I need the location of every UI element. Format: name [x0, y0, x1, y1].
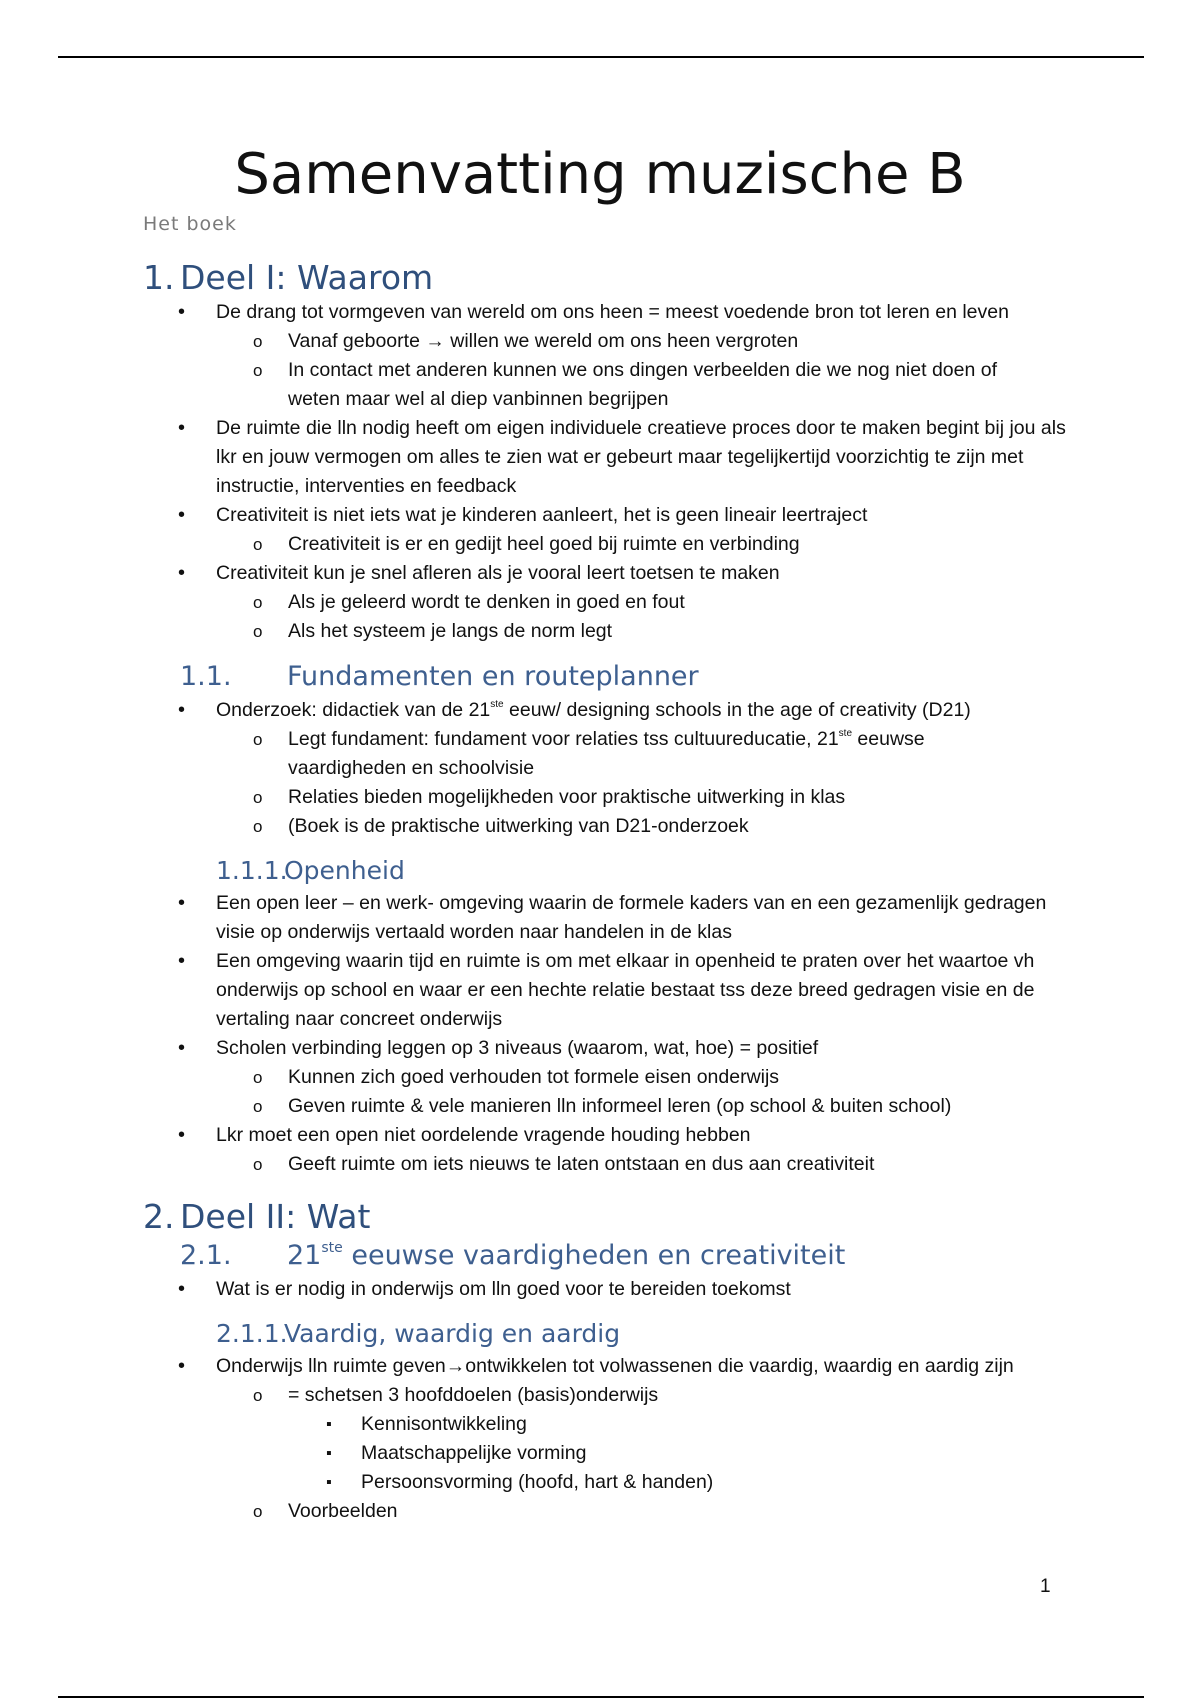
list-item-text: Persoonsvorming (hoofd, hart & handen) [361, 1471, 714, 1493]
list-item [0, 1439, 1200, 1468]
list-item-text: Vanaf geboorte → willen we wereld om ons heen vergroten [288, 330, 799, 352]
heading-2-1-1 [0, 1316, 1200, 1352]
list-item-text: Geeft ruimte om iets nieuws te laten ontstaan en dus aan creativiteit [288, 1153, 875, 1175]
list-item [0, 889, 1200, 947]
list-item [0, 559, 1200, 588]
circle-marker: o [253, 1068, 263, 1087]
list-item [0, 947, 1200, 1034]
circle-marker: o [253, 817, 263, 836]
heading-number: 2. [143, 1197, 175, 1236]
list-item [0, 298, 1200, 327]
list-item [0, 696, 1200, 725]
list-item-text: Voorbeelden [288, 1500, 398, 1522]
circle-marker: o [253, 593, 263, 612]
list-item [0, 783, 1200, 812]
square-marker: ▪ [326, 1445, 332, 1462]
list-item [0, 1497, 1200, 1526]
list-item-text: Maatschappelijke vorming [361, 1442, 587, 1464]
list-item [0, 1092, 1200, 1121]
list-item-text: Een omgeving waarin tijd en ruimte is om met elkaar in openheid te praten over het waartoe vh onderwijs op school en waar er een hechte relatie bestaat tss deze breed gedragen visie en de vertaling naar concreet onderwijs [216, 950, 1035, 1030]
list-item [0, 588, 1200, 617]
circle-marker: o [253, 332, 263, 351]
list-item-text: (Boek is de praktische uitwerking van D21-onderzoek [288, 815, 749, 837]
heading-number: 2.1.1. [216, 1319, 288, 1348]
bullet-marker: • [178, 301, 186, 323]
heading-number: 1. [143, 258, 175, 297]
heading-number: 2.1. [180, 1240, 232, 1271]
heading-1-1 [0, 658, 1200, 696]
circle-marker: o [253, 622, 263, 641]
heading-number: 1.1.1. [216, 856, 288, 885]
heading-text: Deel II: Wat [180, 1197, 371, 1236]
heading-2-1 [0, 1237, 1200, 1275]
document-body [0, 258, 1200, 1526]
heading-text: Fundamenten en routeplanner [287, 661, 699, 692]
list-item [0, 1275, 1200, 1304]
list-item-text: Creativiteit is er en gedijt heel goed bij ruimte en verbinding [288, 533, 800, 555]
list-item [0, 356, 1200, 414]
bullet-marker: • [178, 562, 186, 584]
list-item-text: Een open leer – en werk- omgeving waarin de formele kaders van en een gezamenlijk gedragen visie op onderwijs vertaald worden naar handelen in de klas [216, 892, 1047, 943]
list-item-text: De ruimte die lln nodig heeft om eigen individuele creatieve proces door te maken begint bij jou als lkr en jouw vermogen om alles te zien wat er gebeurt maar tegelijkertijd voorzichtig te zijn met instructie, interventies en feedback [216, 417, 1066, 497]
circle-marker: o [253, 1097, 263, 1116]
footer-rule [58, 1696, 1144, 1698]
document-title: Samenvatting muzische B [234, 142, 966, 207]
list-item-text: In contact met anderen kunnen we ons dingen verbeelden die we nog niet doen of weten maar wel al diep vanbinnen begrijpen [288, 359, 998, 410]
list-item [0, 1150, 1200, 1179]
bullet-marker: • [178, 1278, 186, 1300]
bullet-marker: • [178, 1124, 186, 1146]
list-item [0, 414, 1200, 501]
document-subtitle: Het boek [143, 213, 237, 235]
heading-deel-1 [0, 258, 1200, 298]
list-item [0, 1381, 1200, 1410]
circle-marker: o [253, 730, 263, 749]
list-item [0, 530, 1200, 559]
list-item-text: Creativiteit is niet iets wat je kinderen aanleert, het is geen lineair leertraject [216, 504, 868, 526]
heading-deel-2 [0, 1197, 1200, 1237]
list-item [0, 725, 1200, 783]
circle-marker: o [253, 788, 263, 807]
list-item-text: Onderwijs lln ruimte geven→ontwikkelen tot volwassenen die vaardig, waardig en aardig zijn [216, 1355, 1014, 1377]
bullet-marker: • [178, 699, 186, 721]
list-item [0, 327, 1200, 356]
list-item-text: Als het systeem je langs de norm legt [288, 620, 613, 642]
heading-1-1-1 [0, 853, 1200, 889]
header-rule [58, 56, 1144, 58]
list-item-text: Creativiteit kun je snel afleren als je vooral leert toetsen te maken [216, 562, 780, 584]
heading-text: 21ste eeuwse vaardigheden en creativiteit [287, 1240, 846, 1271]
heading-text: Vaardig, waardig en aardig [284, 1319, 621, 1348]
list-item [0, 812, 1200, 841]
list-item-text: Scholen verbinding leggen op 3 niveaus (waarom, wat, hoe) = positief [216, 1037, 819, 1059]
circle-marker: o [253, 1386, 263, 1405]
list-item-text: Kunnen zich goed verhouden tot formele eisen onderwijs [288, 1066, 780, 1088]
list-item [0, 1034, 1200, 1063]
list-item-text: Lkr moet een open niet oordelende vragende houding hebben [216, 1124, 751, 1146]
circle-marker: o [253, 535, 263, 554]
bullet-marker: • [178, 950, 186, 972]
bullet-marker: • [178, 504, 186, 526]
heading-text: Deel I: Waarom [180, 258, 434, 297]
list-item-text: Onderzoek: didactiek van de 21ste eeuw/ designing schools in the age of creativity (D21) [216, 699, 971, 721]
list-item-text: De drang tot vormgeven van wereld om ons heen = meest voedende bron tot leren en leven [216, 301, 1009, 323]
bullet-marker: • [178, 417, 186, 439]
square-marker: ▪ [326, 1416, 332, 1433]
list-item [0, 1352, 1200, 1381]
heading-text: Openheid [284, 856, 405, 885]
list-item-text: Relaties bieden mogelijkheden voor praktische uitwerking in klas [288, 786, 846, 808]
list-item-text: Geven ruimte & vele manieren lln informeel leren (op school & buiten school) [288, 1095, 952, 1117]
list-item-text: Wat is er nodig in onderwijs om lln goed voor te bereiden toekomst [216, 1278, 791, 1300]
heading-number: 1.1. [180, 661, 232, 692]
square-marker: ▪ [326, 1474, 332, 1491]
list-item [0, 1468, 1200, 1497]
circle-marker: o [253, 1155, 263, 1174]
list-item [0, 617, 1200, 646]
list-item [0, 501, 1200, 530]
bullet-marker: • [178, 1037, 186, 1059]
bullet-marker: • [178, 1355, 186, 1377]
list-item [0, 1410, 1200, 1439]
list-item-text: Legt fundament: fundament voor relaties tss cultuureducatie, 21ste eeuwse vaardigheden en schoolvisie [288, 728, 925, 779]
circle-marker: o [253, 361, 263, 380]
page-number: 1 [1040, 1576, 1051, 1597]
list-item-text: = schetsen 3 hoofddoelen (basis)onderwijs [288, 1384, 659, 1406]
list-item-text: Kennisontwikkeling [361, 1413, 527, 1435]
list-item-text: Als je geleerd wordt te denken in goed en fout [288, 591, 685, 613]
list-item [0, 1063, 1200, 1092]
list-item [0, 1121, 1200, 1150]
circle-marker: o [253, 1502, 263, 1521]
bullet-marker: • [178, 892, 186, 914]
